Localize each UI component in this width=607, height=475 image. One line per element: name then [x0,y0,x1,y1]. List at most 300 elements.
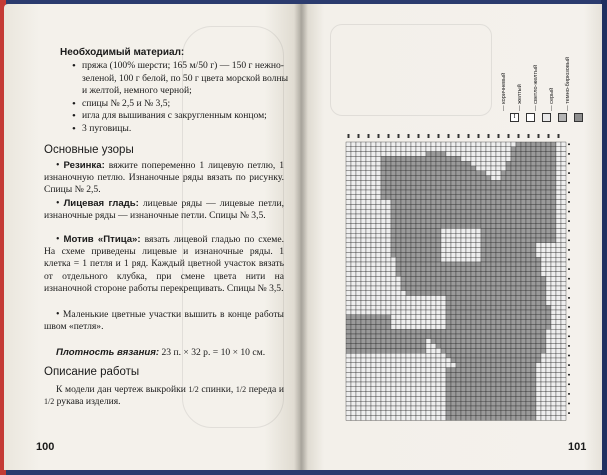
chart-cell [391,348,396,353]
chart-cell [366,228,371,233]
chart-cell [556,310,561,315]
chart-tick [568,220,570,222]
chart-cell [526,305,531,310]
chart-cell [416,324,421,329]
chart-cell [446,142,451,147]
chart-cell [506,363,511,368]
chart-cell [496,377,501,382]
chart-cell [551,382,556,387]
stockinette-text: лицевые ряды — лицевые петли, изнаночные ряды — изнаночные петли. Спицы № 3,5. [44,198,284,222]
chart-cell [406,257,411,262]
chart-cell [451,267,456,272]
chart-cell [431,252,436,257]
chart-cell [451,315,456,320]
chart-cell [536,214,541,219]
chart-cell [561,257,566,262]
chart-cell [556,243,561,248]
chart-cell [411,348,416,353]
chart-cell [421,344,426,349]
chart-cell [486,372,491,377]
chart-cell [376,358,381,363]
chart-cell [486,401,491,406]
chart-cell [466,353,471,358]
chart-cell [536,296,541,301]
chart-cell [471,411,476,416]
chart-cell [411,156,416,161]
chart-cell [371,214,376,219]
chart-cell [351,276,356,281]
chart-cell [431,200,436,205]
chart-cell [411,411,416,416]
chart-cell [501,238,506,243]
chart-cell [516,324,521,329]
chart-cell [476,166,481,171]
chart-cell [381,219,386,224]
chart-cell [551,267,556,272]
chart-cell [496,416,501,421]
chart-cell [376,305,381,310]
chart-cell [386,257,391,262]
chart-cell [541,276,546,281]
chart-cell [441,344,446,349]
chart-cell [346,396,351,401]
chart-cell [481,142,486,147]
chart-cell [391,411,396,416]
chart-cell [541,329,546,334]
chart-cell [541,324,546,329]
chart-cell [411,406,416,411]
chart-tick [478,134,480,138]
materials-item: • 3 пуговицы. [72,123,292,136]
chart-cell [521,392,526,397]
chart-cell [506,411,511,416]
chart-cell [401,204,406,209]
chart-cell [511,147,516,152]
chart-cell [436,219,441,224]
chart-cell [531,286,536,291]
chart-cell [501,228,506,233]
chart-cell [396,152,401,157]
chart-cell [541,348,546,353]
chart-cell [361,324,366,329]
chart-cell [461,209,466,214]
chart-cell [431,147,436,152]
chart-cell [451,416,456,421]
chart-cell [421,324,426,329]
chart-cell [386,344,391,349]
chart-cell [516,339,521,344]
chart-cell [496,392,501,397]
chart-cell [496,176,501,181]
chart-cell [456,372,461,377]
chart-cell [481,320,486,325]
chart-cell [556,368,561,373]
chart-cell [541,190,546,195]
chart-cell [551,363,556,368]
chart-cell [506,329,511,334]
chart-cell [371,344,376,349]
chart-cell [506,300,511,305]
chart-cell [511,185,516,190]
chart-cell [386,161,391,166]
chart-cell [401,214,406,219]
chart-cell [531,190,536,195]
chart-cell [416,257,421,262]
chart-cell [431,296,436,301]
chart-cell [541,224,546,229]
chart-cell [396,358,401,363]
chart-cell [376,152,381,157]
chart-cell [416,411,421,416]
chart-cell [521,190,526,195]
chart-cell [396,372,401,377]
chart-cell [346,344,351,349]
chart-cell [436,377,441,382]
chart-cell [371,200,376,205]
chart-cell [446,368,451,373]
chart-cell [526,372,531,377]
chart-cell [381,348,386,353]
chart-cell [551,291,556,296]
chart-cell [466,209,471,214]
chart-cell [431,392,436,397]
chart-tick [428,134,430,138]
chart-cell [551,392,556,397]
chart-cell [376,401,381,406]
chart-cell [556,161,561,166]
chart-cell [521,185,526,190]
chart-cell [471,252,476,257]
chart-cell [401,248,406,253]
chart-cell [521,344,526,349]
chart-cell [476,377,481,382]
chart-cell [536,209,541,214]
chart-cell [496,233,501,238]
chart-cell [386,387,391,392]
chart-cell [511,272,516,277]
chart-cell [441,243,446,248]
chart-cell [481,224,486,229]
chart-cell [371,228,376,233]
chart-cell [396,411,401,416]
chart-cell [521,320,526,325]
chart-cell [546,363,551,368]
chart-cell [506,358,511,363]
chart-cell [481,152,486,157]
chart-tick [568,403,570,405]
chart-cell [346,358,351,363]
chart-cell [346,406,351,411]
chart-cell [511,252,516,257]
chart-cell [456,363,461,368]
chart-cell [441,267,446,272]
chart-cell [426,195,431,200]
chart-cell [526,200,531,205]
chart-cell [481,267,486,272]
chart-cell [461,276,466,281]
chart-cell [431,300,436,305]
chart-cell [441,214,446,219]
chart-cell [381,382,386,387]
chart-cell [426,224,431,229]
chart-cell [561,401,566,406]
chart-cell [351,416,356,421]
motif-paragraph: • Мотив «Птица»: вязать лицевой гладью по схеме. На схеме приведены лицевые и изнаночные ряды. 1 клетка = 1 петля и 1 ряд. Каждый цветной участок вязать от отдельного клубка, при смене цвета нити на изнаночной стороне работы перекрещивать. Спицы № 3,5. [44,234,284,294]
chart-cell [376,147,381,152]
chart-cell [411,166,416,171]
chart-cell [416,209,421,214]
chart-cell [536,180,541,185]
chart-cell [426,339,431,344]
chart-cell [526,406,531,411]
chart-cell [386,176,391,181]
chart-cell [531,300,536,305]
chart-cell [476,339,481,344]
chart-cell [441,204,446,209]
chart-cell [431,305,436,310]
chart-cell [521,171,526,176]
chart-cell [476,233,481,238]
chart-cell [476,195,481,200]
chart-cell [376,176,381,181]
chart-cell [351,281,356,286]
chart-cell [496,267,501,272]
chart-cell [496,296,501,301]
chart-cell [541,156,546,161]
chart-cell [496,214,501,219]
chart-cell [346,416,351,421]
chart-cell [476,257,481,262]
chart-cell [411,334,416,339]
chart-cell [421,176,426,181]
chart-cell [356,339,361,344]
chart-cell [516,334,521,339]
chart-cell [561,339,566,344]
chart-cell [541,334,546,339]
chart-cell [506,257,511,262]
chart-cell [466,156,471,161]
chart-cell [491,267,496,272]
chart-cell [531,315,536,320]
chart-cell [481,180,486,185]
chart-cell [451,152,456,157]
chart-cell [541,315,546,320]
chart-cell [386,180,391,185]
chart-cell [461,200,466,205]
chart-cell [446,353,451,358]
chart-cell [531,185,536,190]
chart-cell [441,320,446,325]
chart-cell [506,392,511,397]
chart-cell [506,228,511,233]
chart-cell [466,262,471,267]
chart-cell [481,195,486,200]
chart-cell [486,344,491,349]
chart-cell [481,233,486,238]
chart-cell [411,171,416,176]
chart-cell [561,377,566,382]
chart-cell [481,387,486,392]
chart-cell [506,204,511,209]
chart-cell [376,262,381,267]
chart-cell [436,406,441,411]
chart-cell [441,252,446,257]
chart-cell [506,219,511,224]
chart-cell [421,372,426,377]
chart-cell [346,382,351,387]
chart-cell [431,324,436,329]
chart-cell [431,344,436,349]
chart-cell [426,176,431,181]
chart-cell [506,382,511,387]
chart-cell [471,238,476,243]
chart-cell [436,363,441,368]
chart-cell [476,401,481,406]
chart-cell [401,224,406,229]
chart-cell [561,291,566,296]
chart-cell [466,339,471,344]
chart-cell [381,377,386,382]
chart-cell [516,363,521,368]
chart-cell [511,353,516,358]
materials-item: • спицы № 2,5 и № 3,5; [72,98,292,111]
chart-cell [436,416,441,421]
chart-cell [466,296,471,301]
chart-cell [546,372,551,377]
chart-cell [411,281,416,286]
chart-cell [446,214,451,219]
chart-cell [561,243,566,248]
chart-cell [361,387,366,392]
chart-cell [376,315,381,320]
chart-cell [401,387,406,392]
chart-cell [471,392,476,397]
chart-cell [346,300,351,305]
chart-cell [461,204,466,209]
chart-cell [401,176,406,181]
chart-cell [491,238,496,243]
chart-cell [396,204,401,209]
chart-cell [546,358,551,363]
chart-cell [401,353,406,358]
chart-cell [441,368,446,373]
chart-cell [371,156,376,161]
chart-cell [381,320,386,325]
chart-cell [381,176,386,181]
chart-cell [376,156,381,161]
chart-cell [396,382,401,387]
chart-cell [516,147,521,152]
chart-cell [406,243,411,248]
chart-cell [426,243,431,248]
chart-cell [386,185,391,190]
chart-cell [536,387,541,392]
chart-cell [396,147,401,152]
chart-cell [521,286,526,291]
chart-cell [421,252,426,257]
chart-cell [376,382,381,387]
chart-cell [406,152,411,157]
chart-cell [536,329,541,334]
chart-cell [416,262,421,267]
chart-cell [451,382,456,387]
chart-cell [406,147,411,152]
chart-cell [351,209,356,214]
chart-cell [486,252,491,257]
chart-cell [456,257,461,262]
chart-cell [511,281,516,286]
chart-cell [346,252,351,257]
work-text: спинки, [198,384,236,395]
chart-cell [346,305,351,310]
chart-cell [476,272,481,277]
chart-cell [456,401,461,406]
chart-cell [361,281,366,286]
chart-cell [461,142,466,147]
chart-cell [411,195,416,200]
chart-cell [516,195,521,200]
chart-cell [526,161,531,166]
chart-cell [506,334,511,339]
chart-cell [366,152,371,157]
chart-cell [466,348,471,353]
chart-cell [551,147,556,152]
chart-cell [476,411,481,416]
chart-cell [426,152,431,157]
chart-cell [436,190,441,195]
chart-cell [446,286,451,291]
chart-cell [361,190,366,195]
chart-cell [466,272,471,277]
chart-cell [501,344,506,349]
chart-cell [471,142,476,147]
chart-cell [451,406,456,411]
chart-cell [396,339,401,344]
chart-cell [386,377,391,382]
chart-cell [396,267,401,272]
chart-cell [416,339,421,344]
chart-tick [568,268,570,270]
chart-cell [521,276,526,281]
chart-cell [466,224,471,229]
chart-cell [506,243,511,248]
chart-cell [506,142,511,147]
chart-cell [491,372,496,377]
chart-cell [546,228,551,233]
chart-cell [496,238,501,243]
chart-cell [476,219,481,224]
chart-cell [426,190,431,195]
chart-cell [546,339,551,344]
chart-cell [391,363,396,368]
chart-cell [481,315,486,320]
chart-cell [361,233,366,238]
chart-cell [376,372,381,377]
chart-cell [476,382,481,387]
chart-cell [516,372,521,377]
chart-cell [366,315,371,320]
chart-cell [406,392,411,397]
chart-cell [456,315,461,320]
chart-cell [561,416,566,421]
chart-cell [511,406,516,411]
chart-cell [476,171,481,176]
chart-cell [526,324,531,329]
chart-cell [351,142,356,147]
chart-cell [411,228,416,233]
chart-cell [356,305,361,310]
chart-cell [486,204,491,209]
